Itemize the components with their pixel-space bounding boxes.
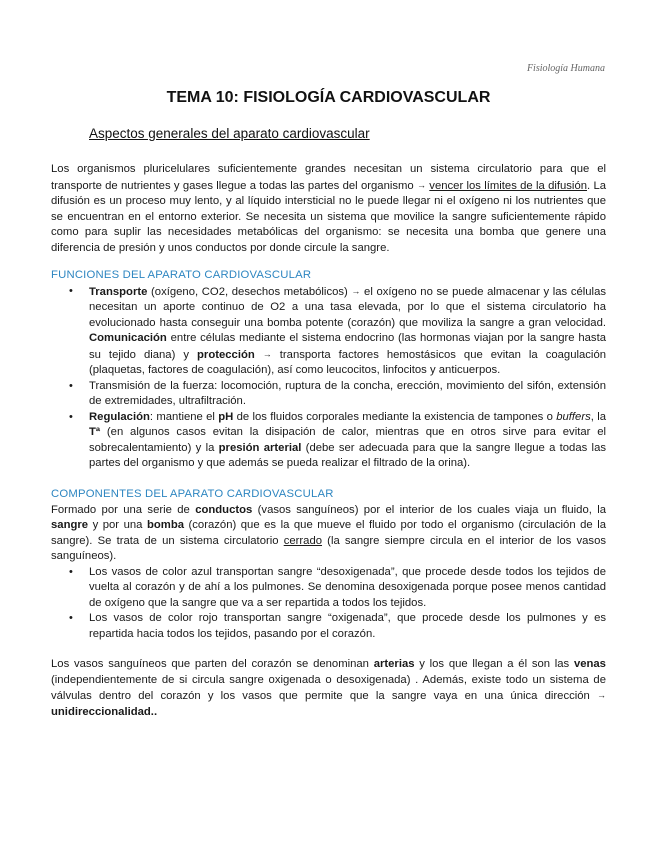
term-bomba: bomba: [146, 519, 184, 531]
course-header: Fisiología Humana: [526, 63, 605, 74]
term-buffers: buffers: [556, 410, 591, 423]
intro-paragraph: [51, 162, 606, 256]
text: Formado por una serie de: [51, 503, 196, 516]
intro-underlined-text: vencer los límites de la difusión: [429, 179, 588, 192]
text: entre células mediante el sistema endocrino (las hormonas viajan por la sangre hasta su tejido diana) y: [89, 332, 606, 361]
list-item: [89, 410, 606, 472]
text: Los vasos de color azul transportan sangre “desoxigenada”, que procede desde todos los tejidos de vuelta al corazón y de ahí a los pulmones. Se denomina desoxigenada porque posee menos cantidad de oxígeno que la sangre que va a ser repartida a todos los tejidos.: [89, 565, 606, 609]
intro-text-2: . La difusión es un proceso muy lento, y al líquido intersticial no le puede llegar ni el oxígeno ni los nutrientes que se encuentran en el entorno exterior. Se necesita un sistema que movilice la sangre suficientemente rápido como para suplir las necesidades metabólicas del organismo: se necesita una bomba que genere una diferencia de presión y unos conductos por donde circule la sangre.: [51, 179, 607, 254]
term-conductos: conductos: [195, 503, 253, 516]
text: (en algunos casos evitan la disipación de calor, mientras que en otros sirve para evitar el sobrecalentamiento) y la: [89, 426, 606, 454]
term-regulacion: Regulación: [89, 410, 150, 423]
text: y los que llegan a él son las: [414, 658, 574, 670]
term-temperatura: Tª: [89, 426, 101, 438]
componentes-paragraph: [51, 503, 606, 565]
term-unidireccionalidad: unidireccionalidad.: [51, 705, 154, 718]
componentes-block: [51, 487, 606, 642]
term-cerrado: cerrado: [283, 534, 323, 547]
section-subtitle: Aspectos generales del aparato cardiovascular: [89, 126, 370, 141]
term-comunicacion: Comunicación: [89, 332, 167, 344]
arrow-icon: →: [417, 179, 426, 190]
term-arterias: arterias: [373, 658, 415, 670]
funciones-block: [51, 268, 606, 472]
term-venas: venas: [573, 658, 606, 670]
componentes-heading: COMPONENTES DEL APARATO CARDIOVASCULAR: [51, 488, 334, 500]
text: (oxígeno, CO2, desechos metabólicos): [147, 285, 352, 298]
componentes-list: [51, 565, 606, 643]
term-ph: pH: [218, 410, 234, 423]
funciones-list: [51, 284, 606, 472]
text: (corazón) que es la que mueve el fluido por todo el organismo (circulación de la sangre). Se trata de un sistema circulatorio: [51, 519, 606, 547]
text: Los vasos sanguíneos que parten del corazón se denominan: [51, 658, 374, 670]
text: : mantiene el: [149, 410, 219, 423]
text: (debe ser adecuada para que la sangre llegue a todas las partes del organismo y que además se pueda realizar el filtrado de la orina).: [89, 441, 606, 469]
text: y por una: [88, 519, 147, 531]
text: (la sangre siempre circula en el interior de los vasos sanguíneos).: [51, 534, 606, 562]
list-item: [89, 611, 606, 642]
final-paragraph: [51, 657, 606, 720]
text: , la: [590, 410, 606, 423]
list-item: [89, 284, 606, 379]
text: (independientemente de si circula sangre oxigenada o desoxigenada) . Además, existe todo un sistema de válvulas dentro del corazón y los vasos que permite que la sangre vaya en una única dirección: [51, 673, 606, 702]
text: Los vasos de color rojo transportan sangre “oxigenada”, que procede desde los pulmones y es repartida hacia todos los tejidos, pasando por el corazón.: [89, 612, 606, 640]
intro-text-1: Los organismos pluricelulares suficientemente grandes necesitan un sistema circulatorio para que el transporte de nutrientes y gases llegue a todas las partes del organismo: [51, 163, 606, 192]
text: transporta factores hemostásicos que evitan la coagulación (plaquetas, factores de coagulación), así como leucocitos, linfocitos y anticuerpos.: [89, 348, 607, 376]
funciones-heading: FUNCIONES DEL APARATO CARDIOVASCULAR: [51, 269, 312, 281]
arrow-icon: →: [351, 285, 361, 296]
term-sangre: sangre: [51, 519, 89, 531]
text: el oxígeno no se puede almacenar y las células necesitan un aporte continuo de O2 a una tasa elevada, por lo que el sistema circulatorio ha evolucionado hasta conseguir una bomba potente (corazón) que moviliza la sangre a gran velocidad.: [89, 285, 607, 329]
list-item: [89, 565, 606, 612]
final-block: [51, 657, 606, 720]
term-transporte: Transporte: [89, 285, 148, 298]
term-presion-arterial: presión arterial: [218, 441, 302, 454]
arrow-icon: →: [597, 690, 606, 700]
text: Transmisión de la fuerza: locomoción, ruptura de la concha, erección, movimiento del sifón, extensión de extremidades, ultrafiltración.: [89, 379, 606, 407]
arrow-icon: →: [262, 348, 272, 359]
text: .: [153, 705, 158, 718]
page-title: TEMA 10: FISIOLOGÍA CARDIOVASCULAR: [166, 89, 491, 106]
text: de los fluidos corporales mediante la existencia de tampones o: [233, 410, 557, 423]
text: (vasos sanguíneos) por el interior de los cuales viaja un fluido, la: [252, 503, 607, 516]
intro-block: [51, 162, 606, 256]
list-item: [89, 379, 606, 410]
term-proteccion: protección: [197, 348, 255, 361]
